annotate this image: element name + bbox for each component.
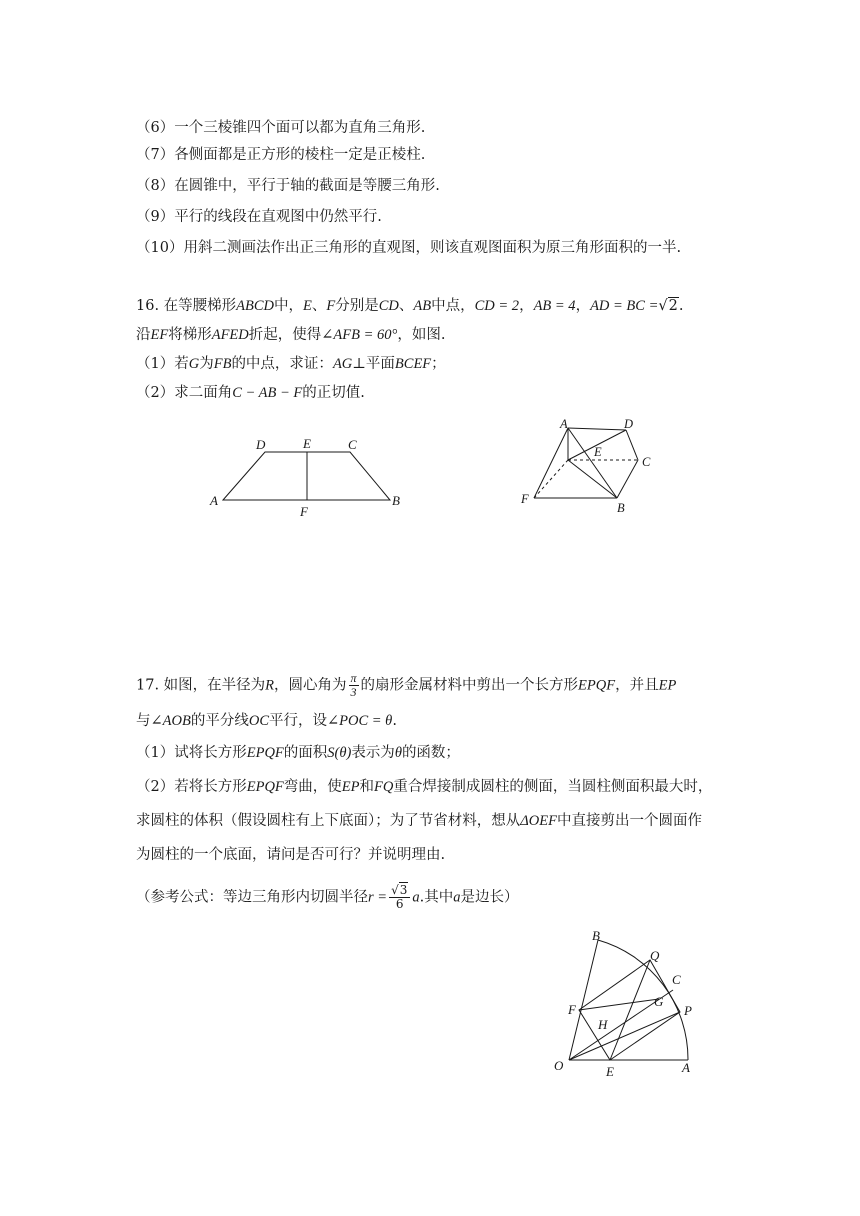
q17-text: 的平分线 [190,713,249,729]
q17-reference [136,884,518,911]
item-8: （8）在圆锥中，平行于轴的截面是等腰三角形. [136,178,440,194]
q17-text: 是边长） [460,889,519,906]
label-a: A [210,493,218,508]
q17-text: . [419,889,425,906]
label-c: C [642,455,651,469]
q16-text: 为 [199,356,214,372]
segment-op [569,1012,680,1060]
q17-math: EP [341,779,360,795]
q16-text: 分别是 [335,298,379,314]
q17-text: 的函数； [401,745,460,761]
q17-math: R [265,677,275,694]
segment-fe-hidden [534,460,568,498]
q17-math: a [412,889,420,906]
q16-text: 、 [311,298,327,314]
label-c: C [672,972,681,987]
q16-text: 折起，使得 [248,327,322,343]
q17-math: EPQF [246,779,284,795]
item-10: （10）用斜二测画法作出正三角形的直观图，则该直观图面积为原三角形面积的一半. [136,240,682,256]
segment-af [534,428,568,498]
q17-part2-line3: 为圆柱的一个底面，请问是否可行？并说明理由. [136,847,446,863]
q16-text: 中点， [431,298,475,314]
trapezoid-figure [200,430,420,520]
q16-math: CD [378,298,399,314]
q16-math: G [188,356,200,372]
q16-line2 [136,325,445,345]
label-d: D [256,437,266,452]
q16-math: F [326,298,336,314]
q16-math: AFED [211,327,249,343]
segment-dc [626,430,638,460]
q17-text: . [392,713,397,729]
label-o: O [554,1058,564,1073]
label-b: B [592,928,600,943]
frac-denominator: 3 [350,685,357,699]
q17-math: EPQF [578,677,616,694]
q16-text: ； [431,356,446,372]
q17-text: （参考公式：等边三角形内切圆半径 [136,889,368,906]
q17-math: θ [394,745,402,761]
q17-text: 其中 [424,889,454,906]
q16-math: CD = 2 [474,298,520,314]
q16-text: 沿 [136,327,151,343]
frac-numerator: π [350,671,357,685]
q17-text: 表示为 [351,745,395,761]
q16-text: 将梯形 [168,327,212,343]
q16-text: ⊥平面 [352,356,395,372]
q17-part2 [136,777,712,797]
segment-ad [568,428,626,430]
q17-math: ΔOEF [520,813,557,829]
label-b: B [392,493,400,508]
item-9: （9）平行的线段在直观图中仍然平行. [136,209,382,225]
q17-text: 的面积 [283,745,328,761]
q16-text: ， [519,298,534,314]
q17-text: 中直接剪出一个圆面作 [556,813,702,829]
q16-text: 、 [398,298,414,314]
q17-text: 的扇形金属材料中剪出一个长方形 [360,677,579,694]
q16-math: ∠AFB = 60° [321,327,398,343]
q16-text: 的中点，求证： [231,356,333,372]
label-e: E [303,436,311,451]
frac-denominator: 6 [395,897,404,911]
label-f: F [300,504,308,519]
label-h: H [598,1017,608,1032]
q17-math: ∠POC = θ [327,713,393,729]
segment-cb [617,460,638,498]
q17-math: S(θ) [327,745,352,761]
q16-text: ， [575,298,591,314]
q17-math: a [453,889,461,906]
q16-math: EF [150,327,169,343]
fraction-pi-over-3 [349,672,359,699]
label-a: A [682,1060,690,1075]
q16-part1 [136,354,446,374]
q17-line2 [136,711,397,731]
q17-math: EPQF [246,745,284,761]
q17-text: （1）试将长方形 [136,745,247,761]
q17-text: 求圆柱的体积（假设圆柱有上下底面）；为了节省材料，想从 [136,813,521,829]
q16-math: C − AB − F [232,385,303,401]
q17-text: （2）若将长方形 [136,779,247,795]
item-6: （6）一个三棱锥四个面可以都为直角三角形. [136,120,426,136]
fraction-sqrt3-over-6: $\frac{√3}{6}$ [389,884,410,911]
label-b: B [617,501,625,515]
q17-math: r = [368,889,388,906]
q16-text: 中， [274,298,304,314]
label-q: Q [650,948,660,963]
frac-numerator: 3 [399,883,408,897]
q17-text: 和 [359,779,374,795]
q17-text: 重合焊接制成圆柱的侧面，当圆柱侧面积最大时， [393,779,713,795]
q16-math: AD = BC = [590,298,659,314]
segment-fg [579,999,659,1010]
q16-text: ，如图. [397,327,446,343]
q17-text: 弯曲，使 [283,779,342,795]
item-7: （7）各侧面都是正方形的棱柱一定是正棱柱. [136,147,426,163]
q17-math: FQ [374,779,394,795]
q16-math: AG [332,356,353,372]
segment-eb [568,460,617,498]
q16-math: E [303,298,312,314]
q17-math: OC [248,713,269,729]
q17-text: ，并且 [615,677,659,694]
label-f: F [521,492,529,506]
q17-math: EP [658,677,677,694]
label-p: P [684,1003,692,1018]
label-g: G [654,994,664,1009]
q16-math: AB = 4 [533,298,576,314]
label-a: A [560,417,568,431]
label-e: E [594,445,602,459]
q16-line1: 16. 在等腰梯形ABCD中，E、F分别是CD、AB中点，CD = 2，AB = 4，AD = BC =√2. [136,298,684,314]
q16-math: BCEF [394,356,432,372]
q17-text: 与 [136,713,151,729]
q16-text: （1）若 [136,356,189,372]
q17-part2-line2 [136,811,702,831]
label-c: C [348,437,357,452]
q16-math: AB [413,298,432,314]
q16-text: （2）求二面角 [136,385,233,401]
q17-number: 17. [136,677,160,694]
q16-part2 [136,383,365,403]
q16-number: 16. [136,298,160,314]
q17-text: 如图，在半径为 [163,677,266,694]
q16-text: 在等腰梯形 [163,298,237,314]
q16-math: FB [213,356,232,372]
folded-figure [510,414,670,518]
label-f: F [568,1002,576,1017]
q17-text: ，圆心角为 [274,677,347,694]
q16-sqrt-value: 2 [668,298,678,314]
q17-math: ∠AOB [150,713,191,729]
sector-figure [548,924,728,1084]
label-d: D [624,417,634,431]
q16-math: ABCD [236,298,275,314]
q17-text: 平行，设 [269,713,327,729]
q16-text: . [678,298,684,314]
q17-line1 [136,672,676,699]
q16-text: 的正切值. [302,385,365,401]
label-e: E [606,1064,614,1079]
q17-part1 [136,743,460,763]
